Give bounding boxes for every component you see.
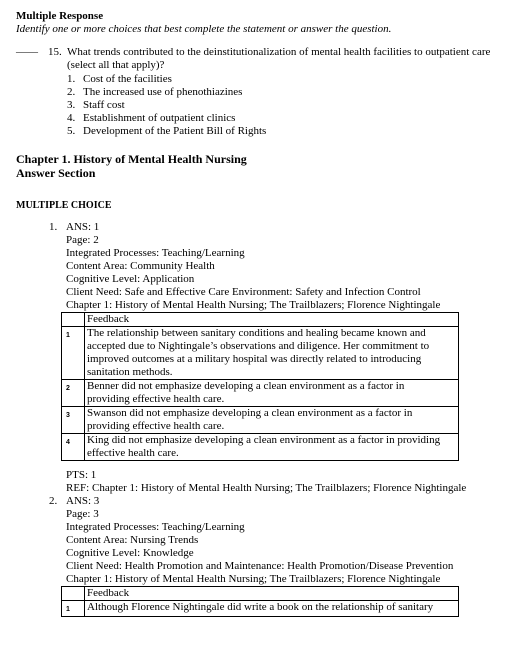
multiple-choice-heading: MULTIPLE CHOICE [16,200,112,211]
chapter-reference: Chapter 1: History of Mental Health Nursing; The Trailblazers; Florence Nightingale [66,299,441,311]
cognitive-level: Cognitive Level: Knowledge [66,547,194,559]
feedback-row [62,434,459,461]
option-text: Development of the Patient Bill of Rights [83,125,267,137]
integrated-process: Integrated Processes: Teaching/Learning [66,247,245,259]
section-title: Multiple Response [16,10,104,22]
feedback-line: providing effective health care. [87,393,225,405]
option-text: Staff cost [83,99,125,111]
points: PTS: 1 [66,469,97,481]
instructions: Identify one or more choices that best complete the statement or answer the question. [16,23,392,35]
option-text: Cost of the facilities [83,73,172,85]
question-number: 15. [48,46,62,58]
feedback-number: 1 [62,601,85,617]
content-area: Content Area: Community Health [66,260,215,272]
feedback-number: 2 [62,380,85,407]
answer-key: ANS: 1 [66,221,100,233]
feedback-row [62,380,459,407]
option-num: 4. [67,112,76,124]
feedback-number: 1 [62,327,85,380]
answer-number: 1. [49,221,58,233]
feedback-line: King did not emphasize developing a clean environment as a factor in providing [87,434,441,446]
integrated-process: Integrated Processes: Teaching/Learning [66,521,245,533]
feedback-line: sanitation methods. [87,366,173,378]
feedback-row [62,407,459,434]
answer-blank: ____ [16,42,38,54]
question-stem-line1: What trends contributed to the deinstitutionalization of mental health facilities to outpatient care [67,46,491,58]
feedback-number: 4 [62,434,85,461]
feedback-header-row [62,313,459,327]
option-num: 3. [67,99,76,111]
reference: REF: Chapter 1: History of Mental Health Nursing; The Trailblazers; Florence Nightingale [66,482,467,494]
feedback-table [61,312,459,461]
page-ref: Page: 2 [66,234,99,246]
option-num: 2. [67,86,76,98]
feedback-line: Swanson did not emphasize developing a clean environment as a factor in [87,407,413,419]
feedback-row [62,327,459,380]
answer-section-title: Answer Section [16,166,96,180]
option-text: Establishment of outpatient clinics [83,112,236,124]
feedback-line: Although Florence Nightingale did write a book on the relationship of sanitary [87,601,434,613]
cognitive-level: Cognitive Level: Application [66,273,195,285]
feedback-header: Feedback [85,587,459,601]
content-area: Content Area: Nursing Trends [66,534,199,546]
answer-number: 2. [49,495,58,507]
option-num: 5. [67,125,76,137]
feedback-line: The relationship between sanitary conditions and healing became known and [87,327,426,339]
question-stem-line2: (select all that apply)? [67,59,165,71]
client-need: Client Need: Health Promotion and Maintenance: Health Promotion/Disease Prevention [66,560,454,572]
feedback-line: Benner did not emphasize developing a clean environment as a factor in [87,380,405,392]
feedback-line: providing effective health care. [87,420,225,432]
option-text: The increased use of phenothiazines [83,86,243,98]
feedback-table [61,586,459,617]
page-ref: Page: 3 [66,508,99,520]
answer-key: ANS: 3 [66,495,100,507]
feedback-number: 3 [62,407,85,434]
chapter-title: Chapter 1. History of Mental Health Nursing [16,152,247,166]
option-num: 1. [67,73,76,85]
client-need: Client Need: Safe and Effective Care Environment: Safety and Infection Control [66,286,421,298]
feedback-header-row [62,587,459,601]
feedback-line: improved outcomes at a military hospital was directly related to introducing [87,353,422,365]
chapter-reference: Chapter 1: History of Mental Health Nursing; The Trailblazers; Florence Nightingale [66,573,441,585]
feedback-line: effective health care. [87,447,179,459]
feedback-line: accepted due to Nightingale’s observations and diligence. Her commitment to [87,340,430,352]
feedback-header: Feedback [85,313,459,327]
feedback-row [62,601,459,617]
